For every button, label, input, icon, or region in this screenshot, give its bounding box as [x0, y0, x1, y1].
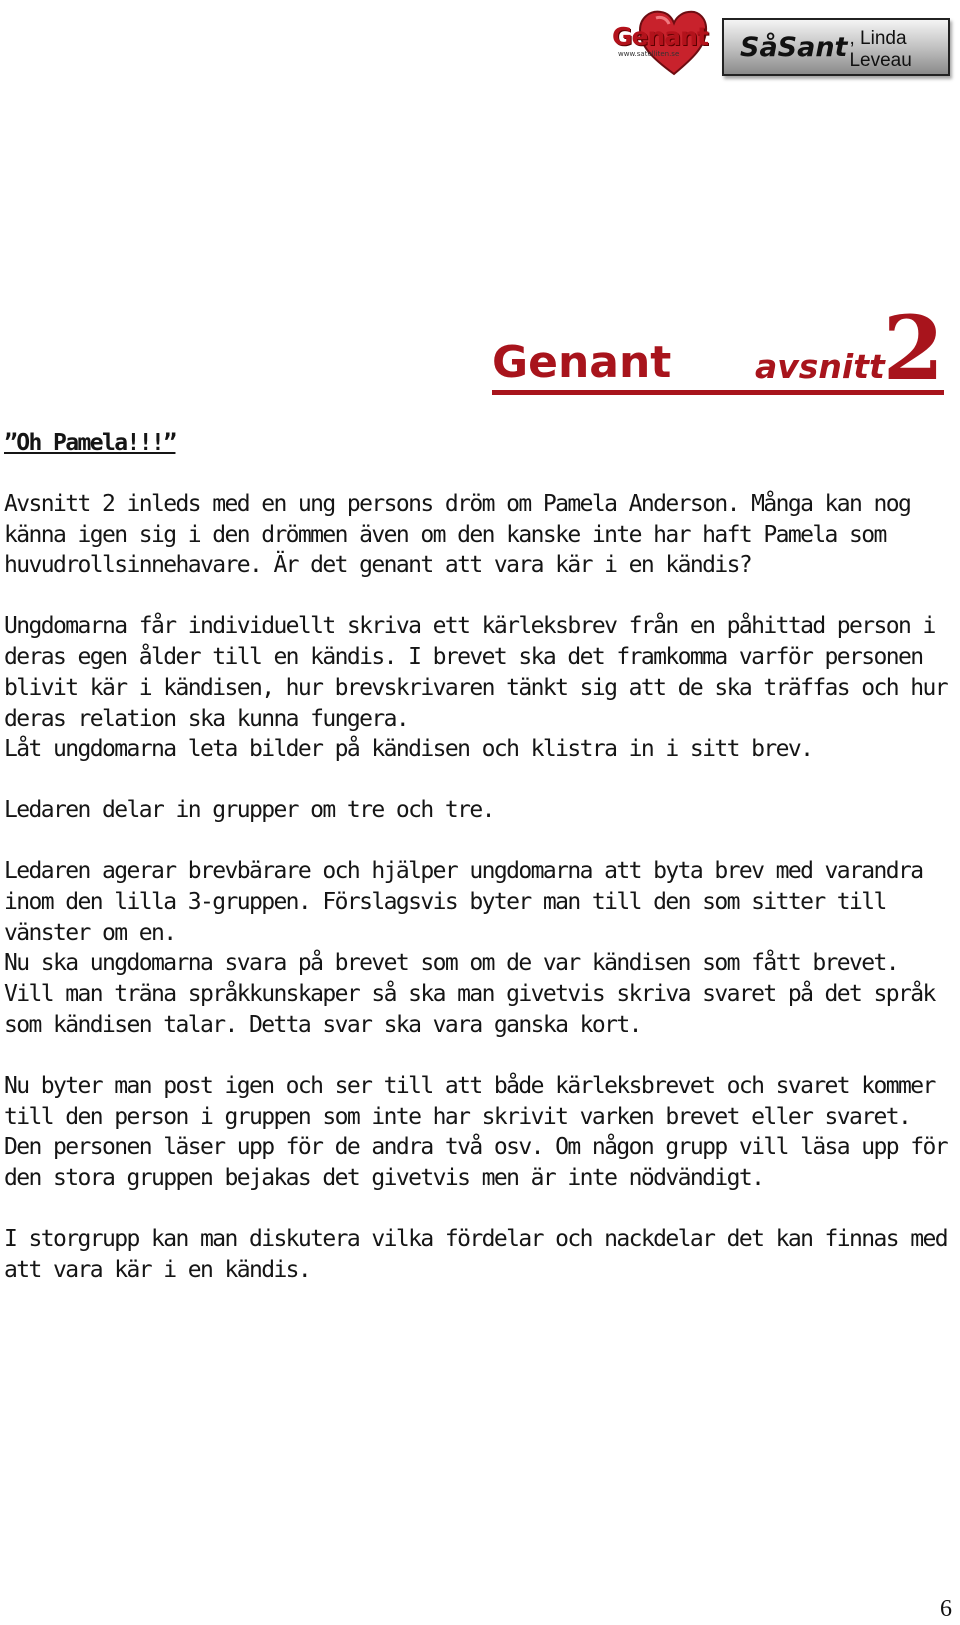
- paragraph: Ledaren agerar brevbärare och hjälper ungdomarna att byta brev med varandra inom den lilla 3-gruppen. Förslagsvis byter man till den som sitter till vänster om en.: [4, 857, 923, 946]
- paragraph: Nu ska ungdomarna svara på brevet som om de var kändisen som fått brevet. Vill man träna språkkunskaper så ska man givetvis skriva svaret på det språk som kändisen talar. Detta svar ska vara ganska kort.: [4, 950, 935, 1038]
- paragraph: Låt ungdomarna leta bilder på kändisen och klistra in i sitt brev.: [4, 736, 813, 763]
- title-episode-label: avsnitt: [755, 347, 885, 386]
- series-author: , Linda Leveau: [849, 28, 912, 71]
- paragraph: Avsnitt 2 inleds med en ung persons dröm om Pamela Anderson. Många kan nog känna igen sig i den drömmen även om den kanske inte har haft Pamela som huvudrollsinnehavare. Är det genant att vara kär i en kändis?: [4, 490, 911, 579]
- series-banner: [722, 18, 950, 76]
- title-word: Genant: [492, 337, 672, 388]
- page-number: 6: [940, 1596, 952, 1622]
- series-name: SåSant: [740, 31, 848, 63]
- article-body: [4, 428, 948, 1316]
- paragraph: I storgrupp kan man diskutera vilka fördelar och nackdelar det kan finnas med att vara kär i en kändis.: [4, 1225, 948, 1283]
- section-heading: ”Oh Pamela!!!”: [4, 430, 176, 456]
- logo-url: www.satelliten.se: [618, 50, 680, 58]
- genant-logo: [612, 8, 708, 76]
- paragraph: Nu byter man post igen och ser till att både kärleksbrevet och svaret kommer till den person i gruppen som inte har skrivit varken brevet eller svaret. Den personen läser upp för de andra två osv. Om någon grupp vill läsa upp för den stora gruppen bejakas det givetvis men är inte nödvändigt.: [4, 1072, 948, 1192]
- title-episode-number: 2: [882, 296, 944, 400]
- logo-wordmark: Genant: [612, 22, 708, 51]
- paragraph: Ungdomarna får individuellt skriva ett kärleksbrev från en påhittad person i deras egen ålder till en kändis. I brevet ska det framkomma varför personen blivit kär i kändisen, hur brevskrivaren tänkt sig att de ska träffas och hur deras relation ska kunna fungera.: [4, 613, 948, 732]
- paragraph: Ledaren delar in grupper om tre och tre.: [4, 797, 494, 824]
- page-title: [492, 296, 944, 400]
